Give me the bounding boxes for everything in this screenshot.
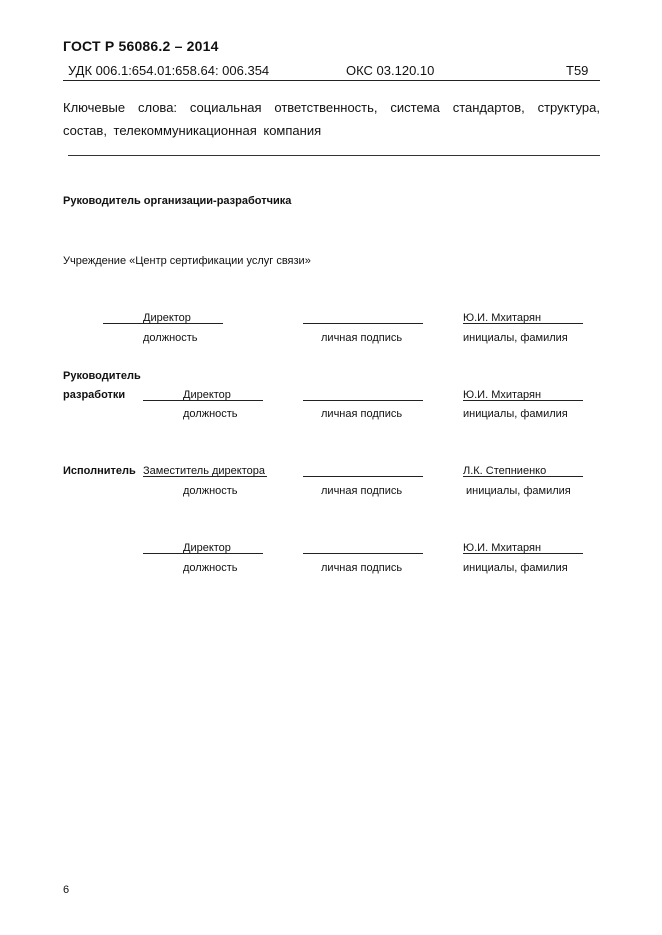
oks-code: ОКС 03.120.10: [346, 63, 435, 78]
development-head-label-line2: разработки: [63, 389, 126, 401]
name-value: Ю.И. Мхитарян: [463, 389, 542, 401]
signature-caption: личная подпись: [321, 408, 403, 420]
name-value: Л.К. Степниенко: [463, 465, 547, 477]
position-line: [143, 553, 263, 554]
signature-caption: личная подпись: [321, 485, 403, 497]
name-caption: инициалы, фамилия: [463, 408, 568, 420]
position-value: Директор: [183, 389, 231, 401]
development-head-label-line1: Руководитель: [63, 370, 141, 382]
position-line: [103, 323, 223, 324]
classification-code: Т59: [566, 63, 589, 78]
position-line: [143, 476, 267, 477]
name-line: [463, 323, 583, 324]
signature-caption: личная подпись: [321, 562, 403, 574]
institution-name: Учреждение «Центр сертификации услуг связи»: [63, 255, 311, 267]
section-separator: [68, 155, 600, 156]
position-value: Заместитель директора: [143, 465, 265, 477]
name-value: Ю.И. Мхитарян: [463, 312, 542, 324]
signature-caption: личная подпись: [321, 332, 403, 344]
signature-line: [303, 323, 423, 324]
position-value: Директор: [143, 312, 191, 324]
name-caption: инициалы, фамилия: [463, 332, 568, 344]
name-caption: инициалы, фамилия: [466, 485, 571, 497]
header-rule: [63, 80, 600, 81]
position-caption: должность: [143, 332, 198, 344]
name-line: [463, 400, 583, 401]
position-caption: должность: [183, 408, 238, 420]
name-value: Ю.И. Мхитарян: [463, 542, 542, 554]
position-caption: должность: [183, 485, 238, 497]
name-line: [463, 476, 583, 477]
signature-line: [303, 476, 423, 477]
page-number: 6: [63, 884, 70, 896]
signature-line: [303, 553, 423, 554]
executor-label: Исполнитель: [63, 465, 136, 477]
document-title: ГОСТ Р 56086.2 – 2014: [63, 38, 219, 54]
position-caption: должность: [183, 562, 238, 574]
signature-line: [303, 400, 423, 401]
name-line: [463, 553, 583, 554]
position-line: [143, 400, 263, 401]
name-caption: инициалы, фамилия: [463, 562, 568, 574]
position-value: Директор: [183, 542, 231, 554]
org-head-label: Руководитель организации-разработчика: [63, 195, 292, 207]
keywords-paragraph: Ключевые слова: социальная ответственность, система стандартов, структура, состав, телекоммуникационная компания: [63, 100, 600, 138]
udk-code: УДК 006.1:654.01:658.64: 006.354: [68, 63, 270, 78]
